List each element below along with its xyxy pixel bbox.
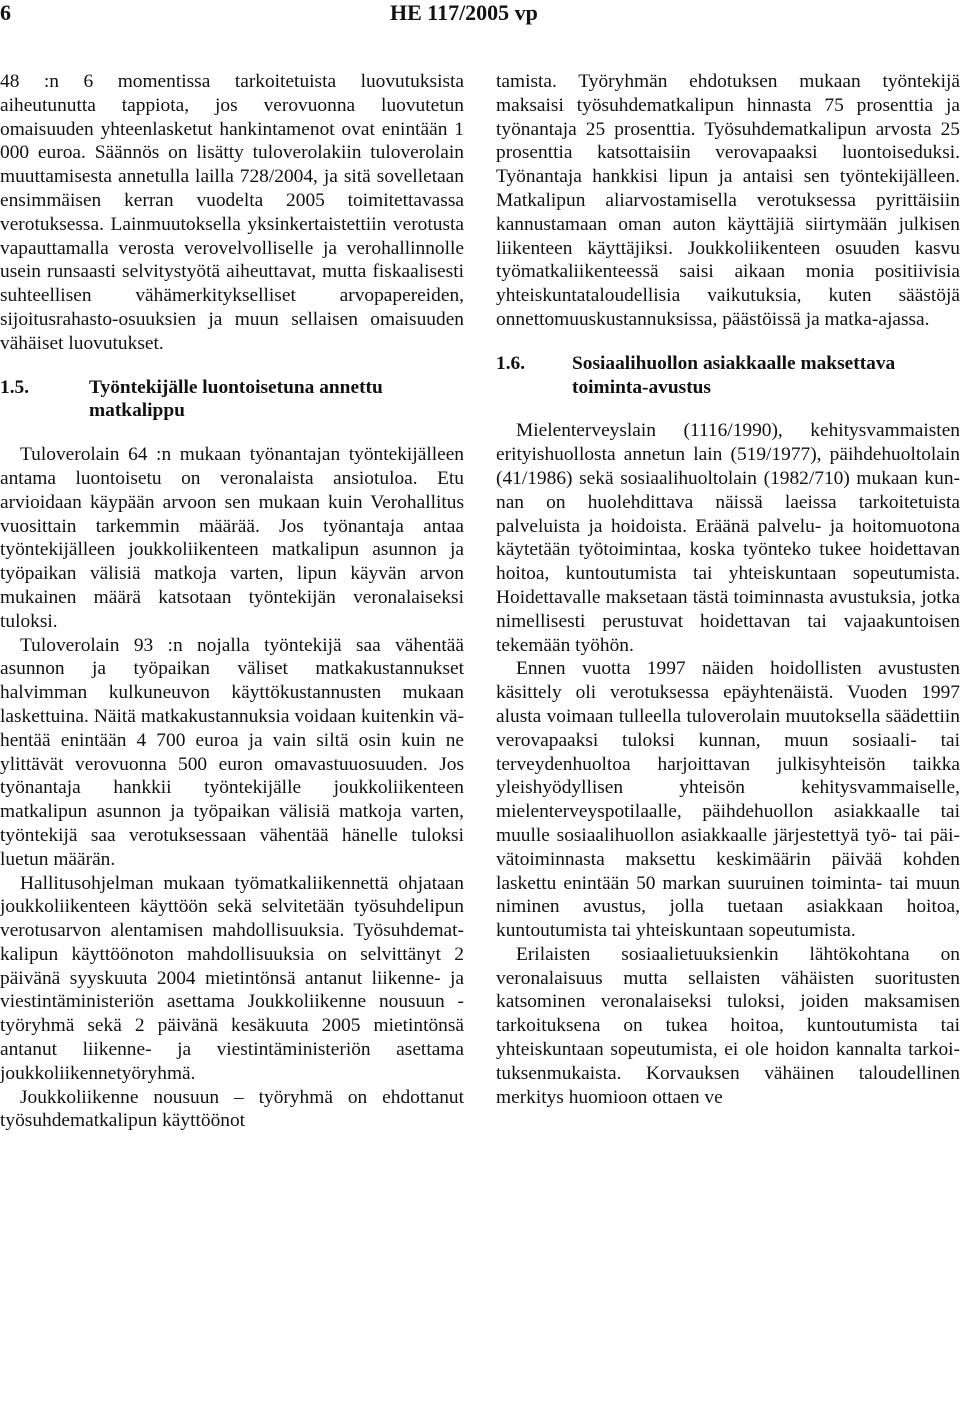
paragraph: Tuloverolain 93 :n nojalla työntekijä saa vähentää asunnon ja työpaikan väliset matkakustannukset halvimman kulkuneuvon käyttökustannusten mukaan laskettuina. Näitä matkakustannuksia voidaan kuitenkin vähentää enintään 4 700 euroa ja vain siltä osin kuin ne ylittävät verovuonna 500 euron omavastuuosuuden. Jos työnantaja hankkii työntekijälle joukkoliikenteen matkalipun asunnon ja työpaikan välisiä matkoja varten, työntekijä saa verotuksessaan vähentää hänelle tuloksi luetun määrän. <box>0 634 464 870</box>
left-column <box>0 70 464 1133</box>
paragraph: Hallitusohjelman mukaan työmatkaliikennettä ohjataan joukkoliikenteen käyttöön sekä selvitetään työsuhdelipun verotusarvon alentamisen mahdollisuuksia. Työsuhdematkalipun käyttöönoton mahdollisuuksia on selvittänyt 2 päivänä syyskuuta 2004 mietintönsä antanut liikenne- ja viestintäministeriön asettama Joukkoliikenne nousuun -työryhmä sekä 2 päivänä kesäkuuta 2005 mietintönsä antanut liikenne- ja viestintäministeriön asettama joukkoliikennetyöryhmä. <box>0 872 464 1084</box>
document-id: HE 117/2005 vp <box>390 0 538 25</box>
section-number: 1.5. <box>0 376 30 398</box>
paragraph: Joukkoliikenne nousuun – työryhmä on ehdottanut työsuhdematkalipun käyttöönot <box>0 1086 464 1132</box>
section-number: 1.6. <box>496 352 526 374</box>
section-heading <box>496 352 960 400</box>
paragraph: 48 :n 6 momentissa tarkoitetuista luovutuksista aiheutunutta tappiota, jos verovuonna luovutetun omaisuuden yhteenlasketut hankintamenot ovat enintään 1 000 euroa. Säännös on lisätty tuloverolakiin tuloverolain muuttamisesta annetulla lailla 728/2004, ja sitä sovelletaan ensimmäisen kerran vuodelta 2005 toimitettavassa verotuksessa. Lainmuutoksella yksinkertaistettiin verotusta vapauttamalla verosta verovelvolliselle ja verohallinnolle usein runsaasti selvitystyötä aiheuttavat, mutta fiskaalisesti suhteellisen vähämerkitykselliset arvopapereiden, sijoitusrahasto-osuuksien ja muun sellaisen omaisuuden vähäiset luovutukset. <box>0 71 464 354</box>
paragraph: Ennen vuotta 1997 näiden hoidollisten avustusten käsittely oli verotuksessa epäyhtenäistä. Vuoden 1997 alusta voimaan tulleella tuloverolain muutoksella säädettiin verovapaaksi tuloksi kunnan, muun sosiaali- tai terveydenhuoltoa harjoittavan julkisyhteisön taikka yleishyödyllisen yhteisön kehitysvammaiselle, mielenterveyspotilaalle, päihdehuollon asiakkaalle tai muulle sosiaalihuollon asiakkaalle järjestettyä työ- tai päivätoiminnasta maksettu keskimäärin päivää kohden laskettu enintään 50 markan suuruinen toiminta- tai muun niminen avustus, jolla tuetaan asiakkaan hoitoa, kuntoutumista tai yhteiskuntaan sopeutumista. <box>496 658 960 942</box>
page-header <box>0 0 960 44</box>
section-title: Työntekijälle luontoisetuna annettu matkalippu <box>89 376 383 422</box>
paragraph: tamista. Työryhmän ehdotuksen mukaan työntekijä maksaisi työsuhdematkalipun hinnasta 75 prosenttia ja työnantaja 25 prosenttia. Työsuhdematkalipun arvosta 25 prosenttia katsottaisiin verovapaaksi luontoiseduksi. Työnantaja hankkisi lipun ja antaisi sen työntekijälleen. Matkalipun aliarvostamisella verotuksessa pyrittäisiin kannustamaan oman auton käyttäjiä siirtymään julkisen liikenteen käyttäjiksi. Joukkoliikenteen osuuden kasvu työmatkaliikenteessä saisi aikaan monia positiivisia yhteiskuntataloudellisia vaikutuksia, kuten säästöjä onnettomuuskustannuksissa, päästöissä ja matka-ajassa. <box>496 71 960 330</box>
page-number: 6 <box>0 0 11 25</box>
section-title: Sosiaalihuollon asiakkaalle maksettava toiminta-avustus <box>572 352 896 398</box>
right-column <box>496 70 960 1109</box>
paragraph: Mielenterveyslain (1116/1990), kehitysvammaisten erityishuollosta annetun lain (519/1977), päihdehuoltolain (41/1986) sekä sosiaalihuoltolain (1982/710) mukaan kunnan on huolehdittava näissä laeissa tarkoitetuista palveluista ja hoidoista. Eräänä palvelu- ja hoitomuotona käytetään työtoimintaa, koska työnteko tukee hoidettavan hoitoa, kuntoutumista tai yhteiskuntaan sopeutumista. Hoidettavalle maksetaan tästä toiminnasta avustuksia, jotka nimellisesti perustuvat hoidettavan tai vajaakuntoisen tekemään työhön. <box>496 420 960 656</box>
section-heading <box>0 376 464 424</box>
paragraph: Erilaisten sosiaalietuuksienkin lähtökohtana on veronalaisuus mutta sellaisten vähäisten suoritusten katsominen veronalaiseksi tuloksi, joiden maksamisen tarkoituksena on tukea hoitoa, kuntoutumista tai yhteiskuntaan sopeutumista, ei ole hoidon kannalta tarkoituksenmukaista. Korvauksen vähäinen taloudellinen merkitys huomioon ottaen ve <box>496 943 960 1108</box>
paragraph: Tuloverolain 64 :n mukaan työnantajan työntekijälleen antama luontoisetu on veronalaista ansiotuloa. Etu arvioidaan käypään arvoon sen mukaan kuin Verohallitus vuosittain tarkemmin määrää. Jos työnantaja antaa työntekijälleen joukkoliikenteen matkalipun asunnon ja työpaikan välisiä matkoja varten, lipun käyvän arvon mukainen määrä katsotaan työntekijän veronalaiseksi tuloksi. <box>0 444 464 632</box>
